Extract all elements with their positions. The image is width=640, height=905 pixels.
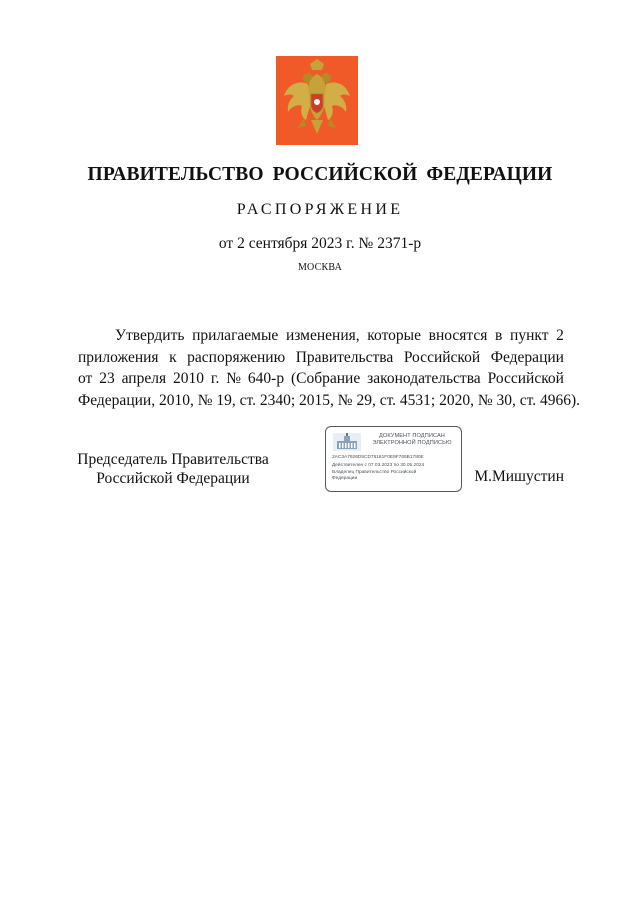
word: (Собрание — [290, 370, 361, 387]
paragraph-line — [78, 368, 564, 390]
document-city: МОСКВА — [297, 262, 343, 273]
coat-of-arms-icon — [276, 56, 358, 145]
word: распоряжению — [187, 348, 286, 366]
document-date-number: от 2 сентября 2023 г. № 2371-р — [218, 235, 422, 252]
paragraph-line — [78, 390, 581, 412]
stamp-owner: Федерации — [332, 476, 358, 481]
word: вносятся — [428, 327, 488, 344]
signer-position — [68, 450, 278, 488]
signer-position-line: Российской Федерации — [96, 470, 250, 487]
word: Правительства — [295, 348, 394, 366]
stamp-validity: Действителен с 07.03.2023 по 30.05.2024 — [332, 463, 425, 468]
word: № — [226, 370, 242, 387]
signer-position-line: Председатель Правительства — [77, 451, 269, 468]
coat-of-arms-emblem — [276, 56, 358, 145]
word: прилагаемые — [192, 327, 279, 344]
word: апреля — [121, 370, 167, 387]
document-type: РАСПОРЯЖЕНИЕ — [236, 201, 404, 218]
stamp-title-line: ДОКУМЕНТ ПОДПИСАН — [379, 433, 445, 439]
government-name: ПРАВИТЕЛЬСТВО РОССИЙСКОЙ ФЕДЕРАЦИИ — [87, 164, 553, 185]
word: 2010 — [172, 370, 204, 387]
word: законодательства — [367, 370, 481, 387]
word: к — [169, 348, 177, 366]
word: приложения — [78, 348, 159, 366]
order-paragraph — [78, 325, 581, 411]
stamp-title — [366, 433, 458, 447]
stamp-title-line: ЭЛЕКТРОННОЙ ПОДПИСЬЮ — [372, 440, 452, 446]
electronic-signature-stamp — [325, 426, 462, 492]
word: пункт — [510, 327, 549, 344]
paragraph-line — [78, 325, 564, 347]
word: в — [495, 327, 503, 344]
line-text: Федерации, 2010, № 19, ст. 2340; 2015, № 29, ст. 4531; 2020, № 30, ст. 4966). — [78, 391, 581, 409]
government-building-icon — [333, 433, 361, 451]
paragraph-line — [78, 347, 564, 369]
word: Федерации — [490, 348, 564, 366]
word: от — [78, 370, 93, 387]
word: изменения, — [285, 327, 360, 344]
word: 2 — [556, 327, 564, 344]
word: 23 — [99, 370, 115, 387]
word: Российской — [403, 348, 481, 366]
stamp-owner: Владелец Правительство Российской — [332, 470, 417, 475]
word: 640-р — [247, 370, 285, 387]
word: которые — [367, 327, 421, 344]
word: Утвердить — [115, 327, 185, 344]
word: Российской — [487, 370, 564, 387]
signer-name: М.Мишустин — [474, 468, 564, 485]
word: г. — [210, 370, 220, 387]
stamp-certificate: 2AC3A7926D5CD76181F0E9F765B1780E — [332, 455, 424, 460]
